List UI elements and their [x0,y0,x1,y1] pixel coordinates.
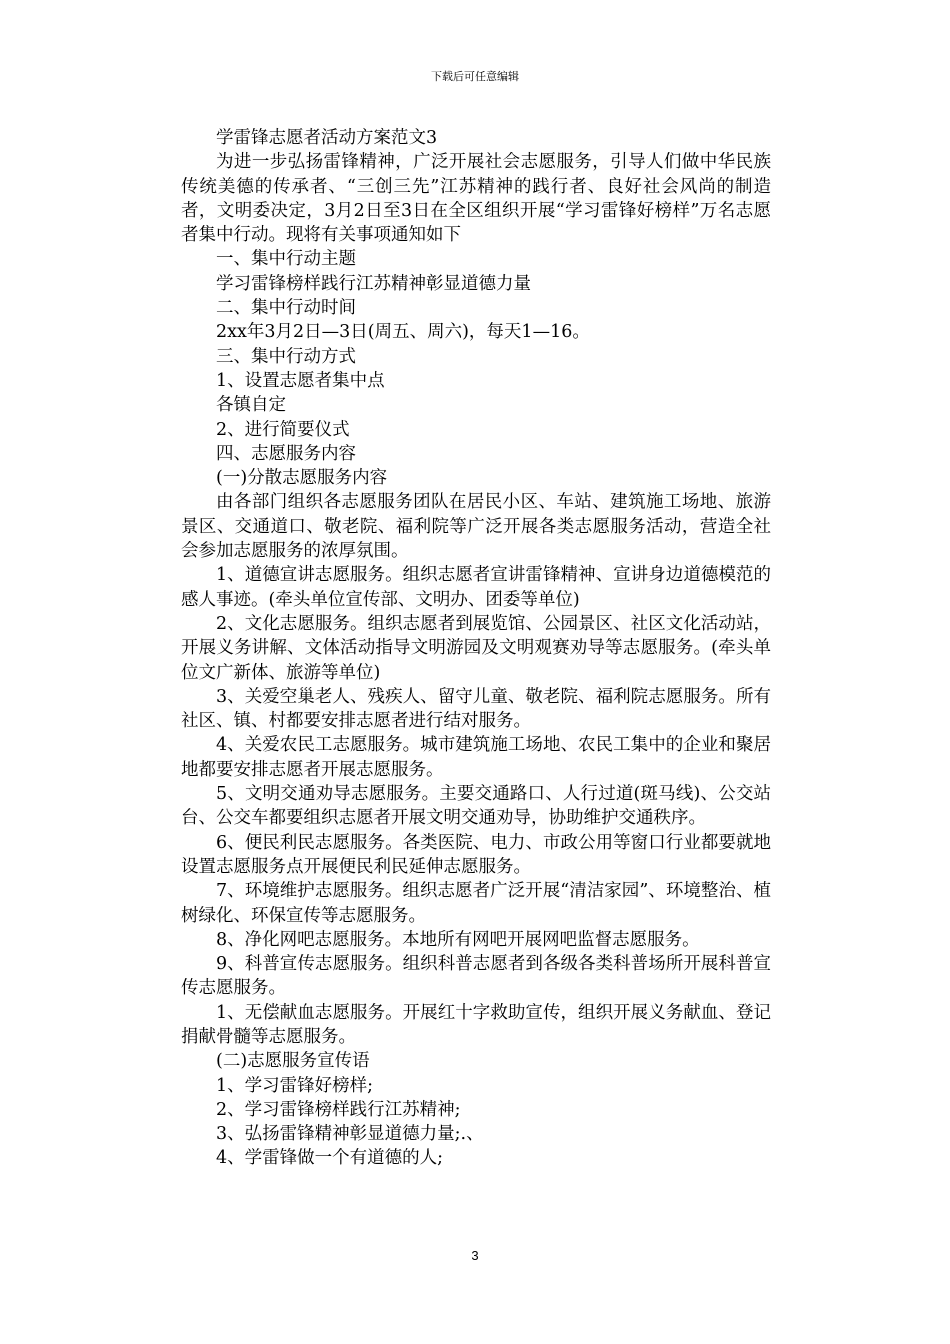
list-item: 1、学习雷锋好榜样; [216,1075,374,1096]
section-heading: 三、集中行动方式 [216,346,356,367]
page-number: 3 [471,1248,479,1263]
paragraph: 由各部门组织各志愿服务团队在居民小区、车站、建筑施工场地、旅游景区、交通道口、敬老院、福利院等广泛开展各类志愿服务活动，营造全社会参加志愿服务的浓厚氛围。 [181,492,771,562]
list-item: 2、学习雷锋榜样践行江苏精神; [216,1099,461,1120]
list-item: 2、文化志愿服务。组织志愿者到展览馆、公园景区、社区文化活动站，开展义务讲解、文体活动指导文明游园及文明观赛劝导等志愿服务。(牵头单位文广新体、旅游等单位) [181,613,771,683]
list-item: 3、弘扬雷锋精神彰显道德力量;.、 [216,1124,484,1145]
list-item: 9、科普宣传志愿服务。组织科普志愿者到各级各类科普场所开展科普宣传志愿服务。 [181,954,771,999]
section-heading: 一、集中行动主题 [216,249,356,270]
list-item: 4、关爱农民工志愿服务。城市建筑施工场地、农民工集中的企业和聚居地都要安排志愿者开展志愿服务。 [181,735,771,780]
paragraph: 2xx年3月2日—3日(周五、周六)，每天1—16。 [216,322,590,343]
list-item: 4、学雷锋做一个有道德的人; [216,1148,444,1169]
paragraph: 为进一步弘扬雷锋精神，广泛开展社会志愿服务，引导人们做中华民族传统美德的传承者、“三创三先”江苏精神的践行者、良好社会风尚的制造者，文明委决定，3月2日至3日在全区组织开展“学习雷锋好榜样”万名志愿者集中行动。现将有关事项通知如下 [181,152,771,246]
section-heading: 四、志愿服务内容 [216,443,356,464]
list-item: 6、便民利民志愿服务。各类医院、电力、市政公用等窗口行业都要就地设置志愿服务点开展便民利民延伸志愿服务。 [181,832,771,877]
list-item: 1、道德宣讲志愿服务。组织志愿者宣讲雷锋精神、宣讲身边道德模范的感人事迹。(牵头单位宣传部、文明办、团委等单位) [181,565,771,610]
list-item: 5、文明交通劝导志愿服务。主要交通路口、人行过道(斑马线)、公交站台、公交车都要组织志愿者开展文明交通劝导，协助维护交通秩序。 [181,784,771,829]
list-item: 1、设置志愿者集中点 [216,370,385,391]
paragraph: 学习雷锋榜样践行江苏精神彰显道德力量 [216,273,531,294]
paragraph: 各镇自定 [216,395,286,416]
list-item: 1、无偿献血志愿服务。开展红十字救助宣传，组织开展义务献血、登记捐献骨髓等志愿服务。 [181,1002,771,1047]
list-item: 8、净化网吧志愿服务。本地所有网吧开展网吧监督志愿服务。 [216,929,700,950]
list-item: 7、环境维护志愿服务。组织志愿者广泛开展“清洁家园”、环境整治、植树绿化、环保宣传等志愿服务。 [181,881,771,926]
subsection-heading: (一)分散志愿服务内容 [216,468,388,489]
document-body [181,126,771,1171]
list-item: 2、进行简要仪式 [216,419,350,440]
list-item: 3、关爱空巢老人、残疾人、留守儿童、敬老院、福利院志愿服务。所有社区、镇、村都要安排志愿者进行结对服务。 [181,686,771,732]
doc-title: 学雷锋志愿者活动方案范文3 [216,128,438,148]
page-header: 下载后可任意编辑 [431,70,519,83]
subsection-heading: (二)志愿服务宣传语 [216,1051,370,1072]
section-heading: 二、集中行动时间 [216,298,356,319]
